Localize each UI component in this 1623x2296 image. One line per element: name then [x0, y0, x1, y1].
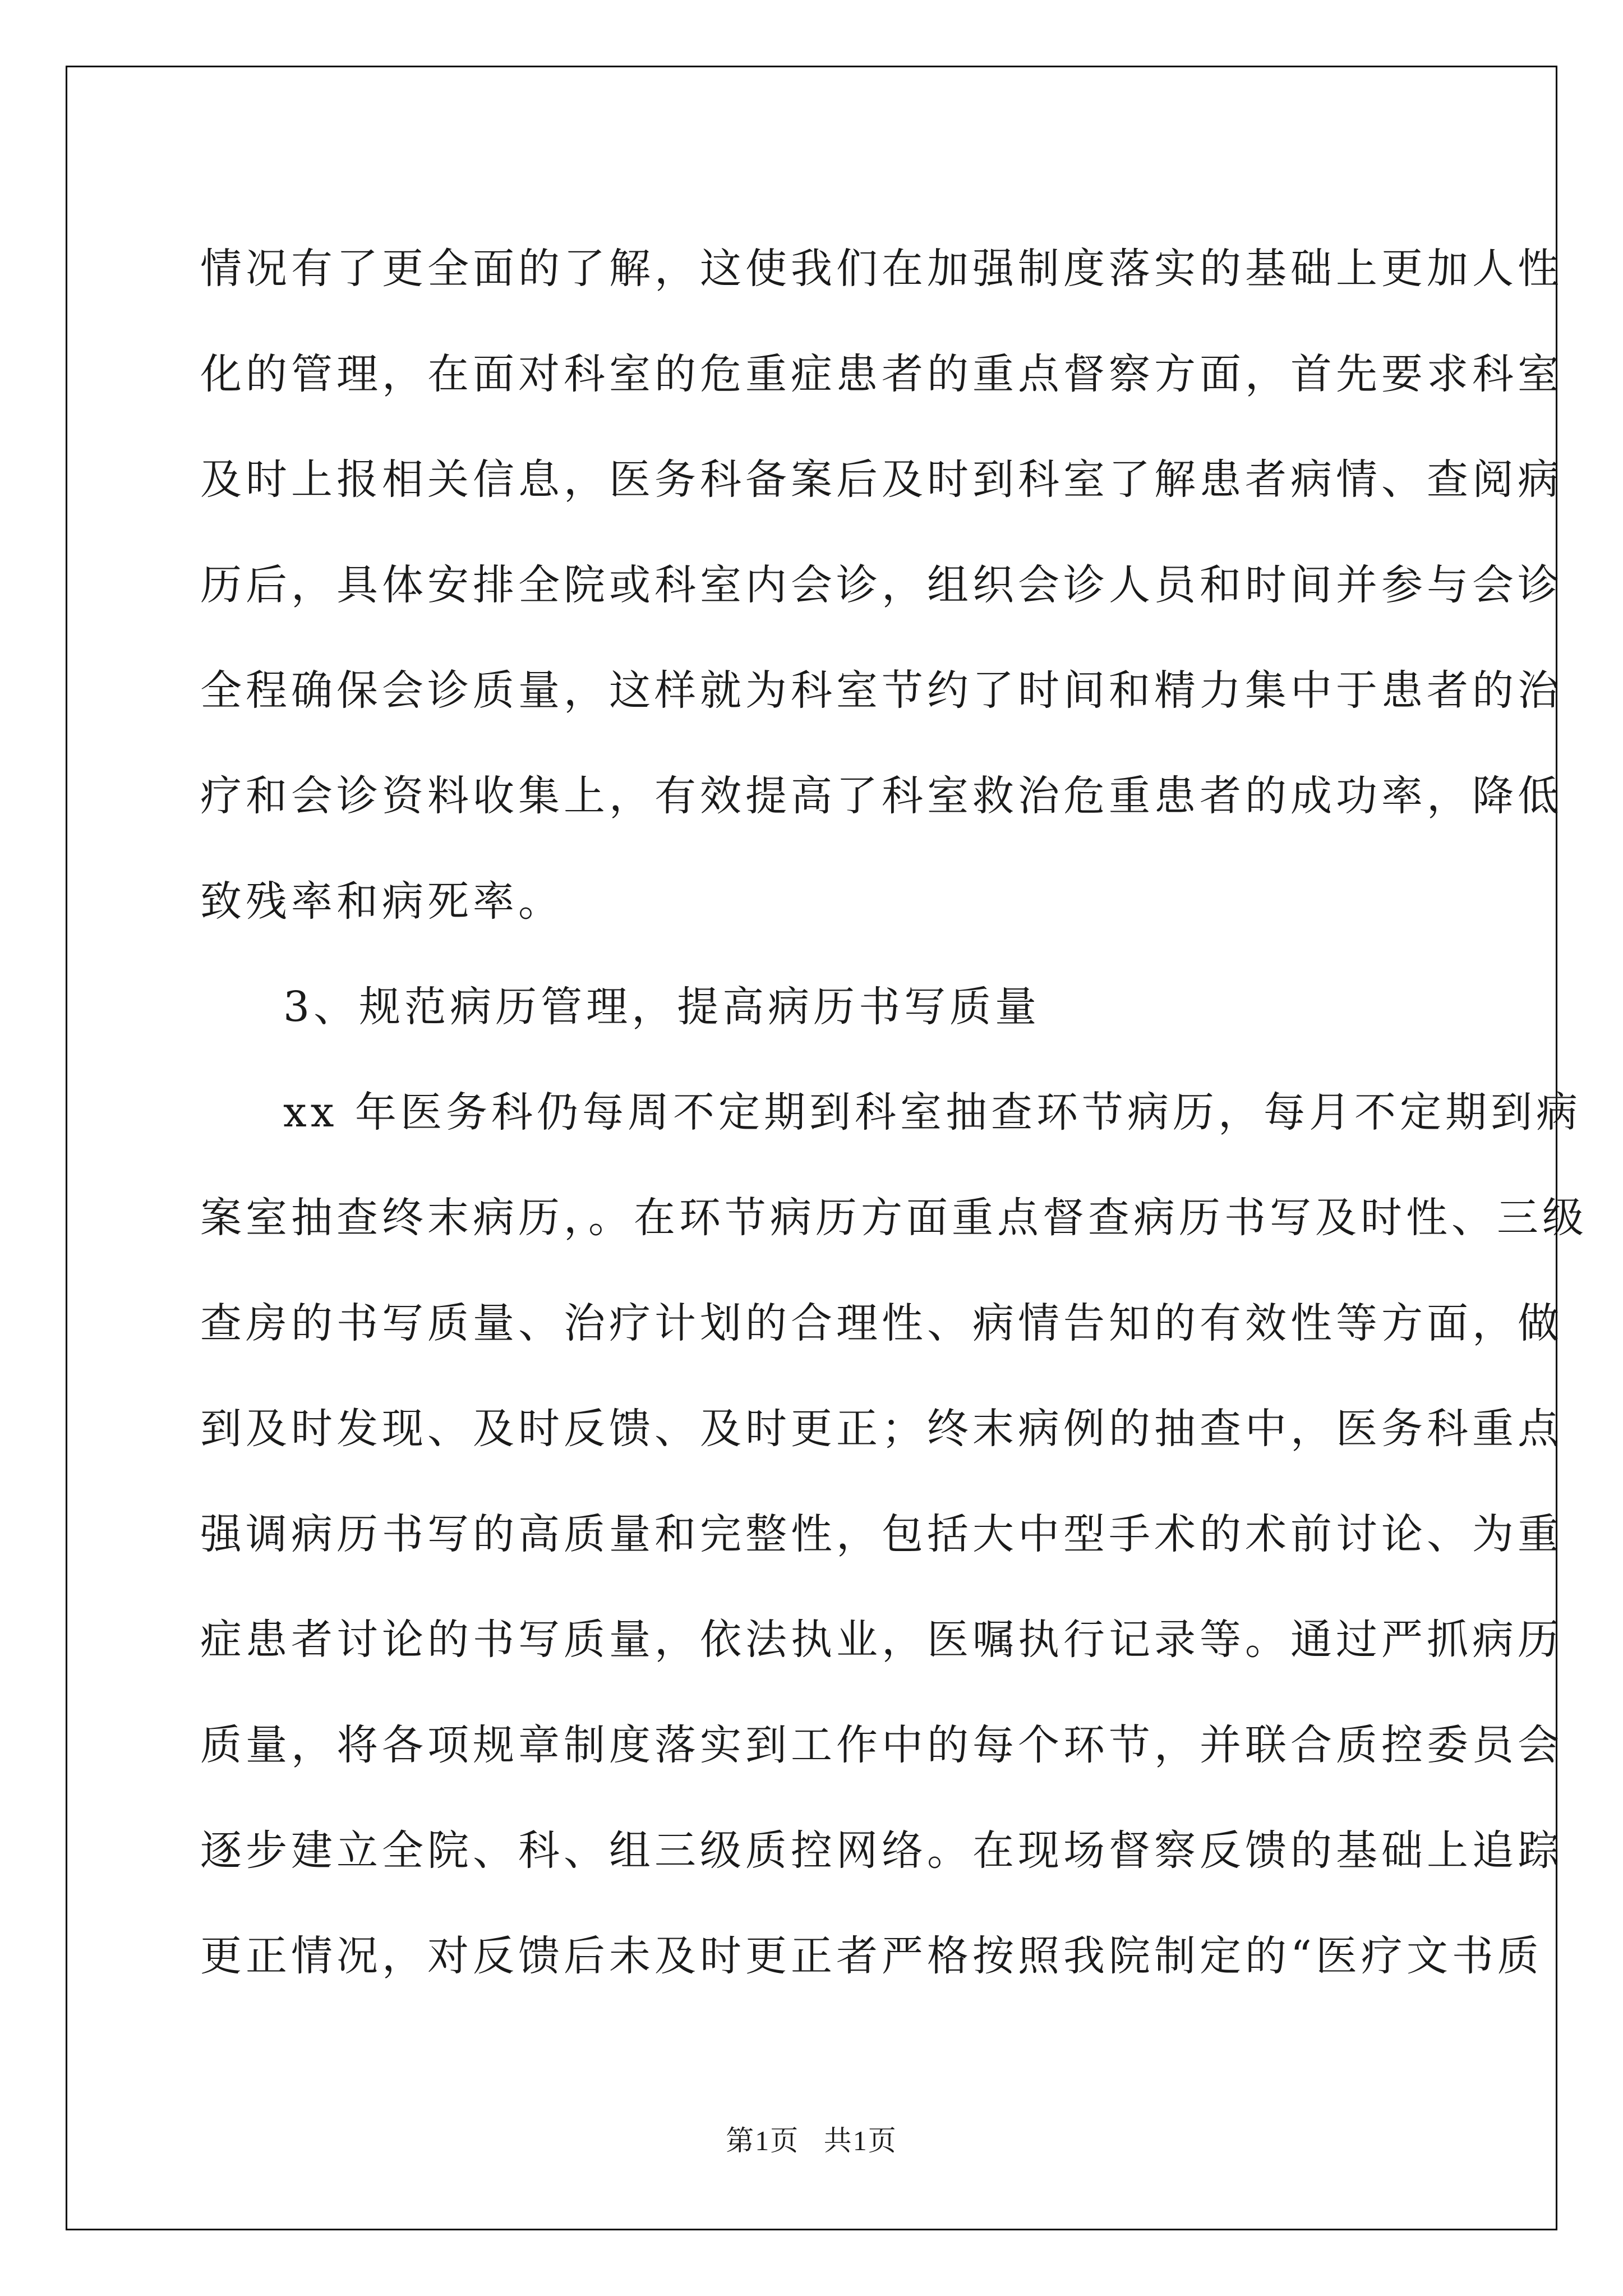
text-line: 逐步建立全院、科、组三级质控网络。在现场督察反馈的基础上追踪	[200, 1826, 1563, 1875]
text-line: 致残率和病死率。	[200, 877, 564, 926]
text-line: 到及时发现、及时反馈、及时更正；终末病例的抽查中，医务科重点	[200, 1405, 1563, 1453]
text-line: 化的管理，在面对科室的危重症患者的重点督察方面，首先要求科室	[200, 350, 1563, 398]
text-line: 强调病历书写的高质量和完整性，包括大中型手术的术前讨论、为重	[200, 1510, 1563, 1558]
text-line: 全程确保会诊质量，这样就为科室节约了时间和精力集中于患者的治	[200, 666, 1563, 715]
text-line: 历后，具体安排全院或科室内会诊，组织会诊人员和时间并参与会诊	[200, 561, 1563, 609]
text-line: xx 年医务科仍每周不定期到科室抽查环节病历，每月不定期到病	[283, 1088, 1581, 1137]
document-body	[200, 216, 1588, 2009]
text-line: 案室抽查终末病历，。在环节病历方面重点督查病历书写及时性、三级	[200, 1194, 1588, 1242]
text-line: 症患者讨论的书写质量，依法执业，医嘱执行记录等。通过严抓病历	[200, 1616, 1563, 1664]
text-line: 查房的书写质量、治疗计划的合理性、病情告知的有效性等方面，做	[200, 1299, 1563, 1347]
text-line: 及时上报相关信息，医务科备案后及时到科室了解患者病情、查阅病	[200, 455, 1563, 504]
text-line: 质量，将各项规章制度落实到工作中的每个环节，并联合质控委员会	[200, 1721, 1563, 1769]
text-line: 3、规范病历管理，提高病历书写质量	[283, 983, 1041, 1031]
text-line: 情况有了更全面的了解，这使我们在加强制度落实的基础上更加人性	[200, 245, 1563, 293]
text-line: 疗和会诊资料收集上，有效提高了科室救治危重患者的成功率，降低	[200, 772, 1563, 820]
text-line: 更正情况，对反馈后未及时更正者严格按照我院制定的“医疗文书质	[200, 1932, 1543, 1980]
page-footer: 第1页 共1页	[726, 2125, 897, 2156]
